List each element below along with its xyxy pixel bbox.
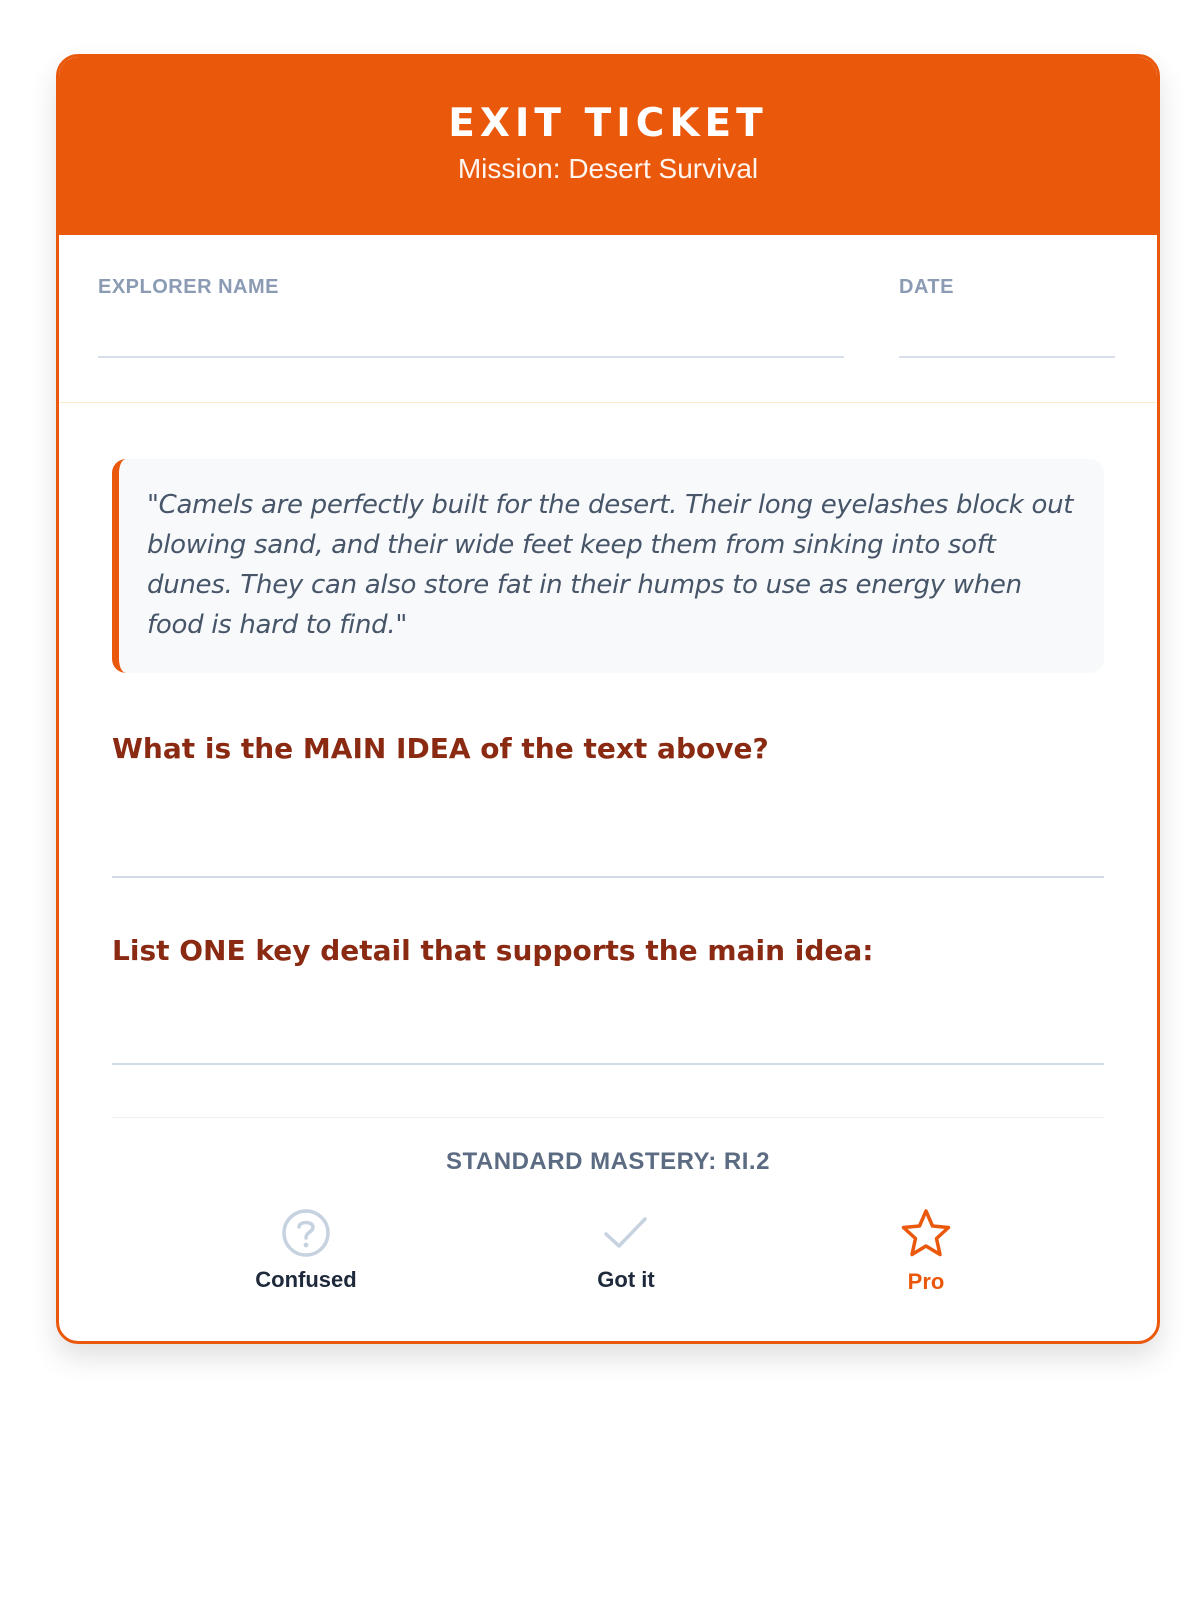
ticket-subtitle: Mission: Desert Survival <box>457 153 759 184</box>
answer-line-key-detail[interactable] <box>112 1063 1104 1065</box>
explorer-name-label: EXPLORER NAME <box>98 276 279 298</box>
question-main-idea: What is the MAIN IDEA of the text above? <box>112 732 769 765</box>
student-info-fields <box>59 235 1157 403</box>
ticket-header <box>59 57 1157 235</box>
explorer-name-field[interactable] <box>98 275 844 299</box>
section-divider <box>112 1117 1104 1118</box>
rating-pro[interactable] <box>846 1207 1006 1295</box>
standard-mastery-label: STANDARD MASTERY: RI.2 <box>446 1148 770 1175</box>
date-input-line[interactable] <box>899 356 1115 358</box>
rating-pro-label: Pro <box>907 1269 945 1294</box>
passage-text: "Camels are perfectly built for the desert. Their long eyelashes block out blowing sand, and their wide feet keep them from sinking into soft dunes. They can also store fat in their humps to use as energy when food is hard to find." <box>147 490 1074 640</box>
checkmark-icon <box>600 1207 652 1259</box>
answer-line-main-idea[interactable] <box>112 876 1104 878</box>
question-circle-icon <box>280 1207 332 1259</box>
rating-got-it-label: Got it <box>597 1267 655 1292</box>
question-key-detail: List ONE key detail that supports the main idea: <box>112 934 874 967</box>
exit-ticket-card <box>56 54 1160 1344</box>
ticket-title: EXIT TICKET <box>448 101 768 146</box>
star-icon <box>899 1207 953 1261</box>
explorer-name-input-line[interactable] <box>98 356 844 358</box>
date-field[interactable] <box>899 275 1115 299</box>
passage-quote <box>112 459 1104 673</box>
rating-confused[interactable] <box>226 1207 386 1293</box>
rating-got-it[interactable] <box>546 1207 706 1293</box>
rating-confused-label: Confused <box>255 1267 357 1292</box>
date-label: DATE <box>899 276 954 298</box>
